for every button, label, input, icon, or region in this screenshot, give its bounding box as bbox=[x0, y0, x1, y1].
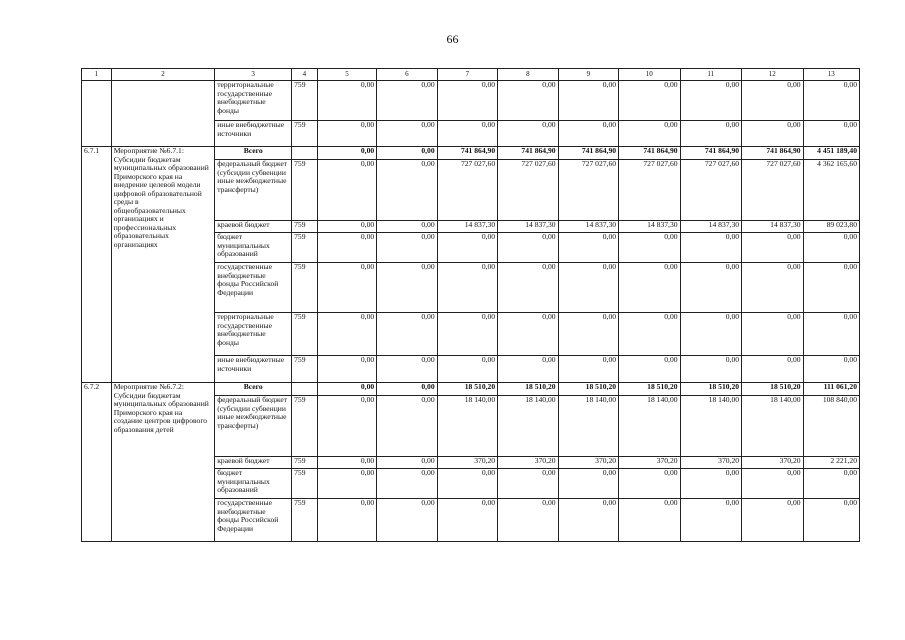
amount-cell: 89 023,80 bbox=[803, 221, 859, 233]
amount-cell: 0,00 bbox=[317, 233, 376, 263]
amount-cell: 727 027,60 bbox=[619, 160, 681, 221]
amount-cell: 0,00 bbox=[317, 121, 376, 147]
amount-cell: 0,00 bbox=[317, 81, 376, 121]
column-number-6: 6 bbox=[377, 69, 437, 81]
amount-cell: 0,00 bbox=[619, 81, 681, 121]
amount-cell: 2 221,20 bbox=[803, 457, 859, 469]
amount-cell: 0,00 bbox=[377, 396, 437, 457]
amount-cell: 0,00 bbox=[317, 499, 376, 542]
amount-cell: 0,00 bbox=[377, 121, 437, 147]
admin-code: 759 bbox=[292, 81, 318, 121]
admin-code: 759 bbox=[292, 469, 318, 499]
funding-source: бюджет муниципальных образований bbox=[215, 469, 292, 499]
total-row bbox=[82, 383, 860, 396]
amount-cell: 14 837,30 bbox=[558, 221, 618, 233]
funding-source: государственные внебюджетные фонды Российской Федерации bbox=[215, 263, 292, 313]
amount-cell: 18 510,20 bbox=[619, 383, 681, 396]
amount-cell: 0,00 bbox=[619, 469, 681, 499]
amount-cell: 0,00 bbox=[498, 469, 558, 499]
amount-cell: 0,00 bbox=[437, 81, 497, 121]
funding-source: территориальные государственные внебюджетные фонды bbox=[215, 81, 292, 121]
total-row bbox=[82, 147, 860, 160]
amount-cell: 0,00 bbox=[558, 233, 618, 263]
amount-cell: 4 362 165,60 bbox=[803, 160, 859, 221]
column-number-5: 5 bbox=[317, 69, 376, 81]
amount-cell: 0,00 bbox=[680, 233, 742, 263]
column-number-2: 2 bbox=[111, 69, 215, 81]
amount-cell: 0,00 bbox=[803, 121, 859, 147]
amount-cell: 741 864,90 bbox=[742, 147, 804, 160]
amount-cell: 741 864,90 bbox=[619, 147, 681, 160]
amount-cell: 0,00 bbox=[437, 233, 497, 263]
measure-index: 6.7.2 bbox=[82, 383, 112, 542]
amount-cell: 18 510,20 bbox=[558, 383, 618, 396]
amount-cell: 0,00 bbox=[803, 499, 859, 542]
amount-cell: 0,00 bbox=[317, 396, 376, 457]
admin-code bbox=[292, 383, 318, 396]
amount-cell: 0,00 bbox=[680, 313, 742, 356]
column-number-10: 10 bbox=[619, 69, 681, 81]
funding-source: Всего bbox=[215, 147, 292, 160]
amount-cell: 0,00 bbox=[498, 313, 558, 356]
amount-cell: 18 510,20 bbox=[498, 383, 558, 396]
amount-cell: 0,00 bbox=[619, 499, 681, 542]
amount-cell: 18 510,20 bbox=[742, 383, 804, 396]
amount-cell: 0,00 bbox=[437, 313, 497, 356]
amount-cell: 18 140,00 bbox=[680, 396, 742, 457]
amount-cell: 0,00 bbox=[498, 121, 558, 147]
column-number-11: 11 bbox=[680, 69, 742, 81]
amount-cell: 370,20 bbox=[619, 457, 681, 469]
admin-code bbox=[292, 147, 318, 160]
amount-cell: 0,00 bbox=[558, 313, 618, 356]
amount-cell: 741 864,90 bbox=[437, 147, 497, 160]
amount-cell: 18 510,20 bbox=[437, 383, 497, 396]
amount-cell: 0,00 bbox=[377, 221, 437, 233]
amount-cell: 0,00 bbox=[680, 121, 742, 147]
amount-cell: 0,00 bbox=[377, 469, 437, 499]
amount-cell: 741 864,90 bbox=[558, 147, 618, 160]
amount-cell: 0,00 bbox=[619, 313, 681, 356]
amount-cell: 0,00 bbox=[317, 160, 376, 221]
table-row bbox=[82, 81, 860, 121]
amount-cell: 14 837,30 bbox=[742, 221, 804, 233]
column-number-7: 7 bbox=[437, 69, 497, 81]
column-number-9: 9 bbox=[558, 69, 618, 81]
amount-cell: 0,00 bbox=[742, 121, 804, 147]
amount-cell: 18 140,00 bbox=[437, 396, 497, 457]
admin-code: 759 bbox=[292, 221, 318, 233]
amount-cell: 0,00 bbox=[742, 499, 804, 542]
page-number: 66 bbox=[446, 32, 459, 46]
funding-source: иные внебюджетные источники bbox=[215, 356, 292, 383]
amount-cell: 370,20 bbox=[498, 457, 558, 469]
amount-cell: 0,00 bbox=[317, 221, 376, 233]
amount-cell: 0,00 bbox=[377, 356, 437, 383]
amount-cell: 0,00 bbox=[377, 313, 437, 356]
column-number-3: 3 bbox=[215, 69, 292, 81]
amount-cell: 0,00 bbox=[803, 263, 859, 313]
amount-cell: 0,00 bbox=[680, 356, 742, 383]
amount-cell: 727 027,60 bbox=[498, 160, 558, 221]
amount-cell: 14 837,30 bbox=[498, 221, 558, 233]
amount-cell: 727 027,60 bbox=[437, 160, 497, 221]
amount-cell: 0,00 bbox=[558, 81, 618, 121]
amount-cell: 0,00 bbox=[742, 263, 804, 313]
amount-cell: 18 140,00 bbox=[498, 396, 558, 457]
amount-cell: 0,00 bbox=[317, 147, 376, 160]
amount-cell: 0,00 bbox=[498, 263, 558, 313]
amount-cell: 0,00 bbox=[619, 356, 681, 383]
amount-cell: 0,00 bbox=[742, 356, 804, 383]
amount-cell: 0,00 bbox=[437, 263, 497, 313]
table-body bbox=[82, 69, 860, 542]
amount-cell: 0,00 bbox=[680, 499, 742, 542]
amount-cell: 4 451 189,40 bbox=[803, 147, 859, 160]
amount-cell: 727 027,60 bbox=[742, 160, 804, 221]
amount-cell: 0,00 bbox=[619, 233, 681, 263]
admin-code: 759 bbox=[292, 160, 318, 221]
column-number-1: 1 bbox=[82, 69, 112, 81]
measure-index bbox=[82, 81, 112, 147]
amount-cell: 741 864,90 bbox=[498, 147, 558, 160]
measure-name: Мероприятие №6.7.2: Субсидии бюджетам муниципальных образований Приморского края на создание центров цифрового образования детей bbox=[111, 383, 215, 542]
admin-code: 759 bbox=[292, 121, 318, 147]
amount-cell: 0,00 bbox=[558, 263, 618, 313]
amount-cell: 0,00 bbox=[377, 233, 437, 263]
amount-cell: 0,00 bbox=[437, 469, 497, 499]
amount-cell: 0,00 bbox=[498, 499, 558, 542]
amount-cell: 370,20 bbox=[680, 457, 742, 469]
budget-table bbox=[81, 68, 860, 542]
amount-cell: 727 027,60 bbox=[680, 160, 742, 221]
amount-cell: 0,00 bbox=[803, 356, 859, 383]
column-number-12: 12 bbox=[742, 69, 804, 81]
funding-source: федеральный бюджет (субсидии субвенции иные межбюджетные трансферты) bbox=[215, 160, 292, 221]
amount-cell: 0,00 bbox=[619, 263, 681, 313]
amount-cell: 0,00 bbox=[317, 469, 376, 499]
funding-source: федеральный бюджет (субсидии субвенции иные межбюджетные трансферты) bbox=[215, 396, 292, 457]
amount-cell: 0,00 bbox=[498, 233, 558, 263]
funding-source: иные внебюджетные источники bbox=[215, 121, 292, 147]
amount-cell: 0,00 bbox=[742, 81, 804, 121]
measure-name bbox=[111, 81, 215, 147]
amount-cell: 0,00 bbox=[377, 160, 437, 221]
amount-cell: 14 837,30 bbox=[619, 221, 681, 233]
admin-code: 759 bbox=[292, 457, 318, 469]
amount-cell: 0,00 bbox=[498, 356, 558, 383]
amount-cell: 0,00 bbox=[498, 81, 558, 121]
amount-cell: 0,00 bbox=[803, 233, 859, 263]
amount-cell: 18 140,00 bbox=[619, 396, 681, 457]
admin-code: 759 bbox=[292, 233, 318, 263]
column-number-8: 8 bbox=[498, 69, 558, 81]
funding-source: территориальные государственные внебюджетные фонды bbox=[215, 313, 292, 356]
amount-cell: 370,20 bbox=[437, 457, 497, 469]
amount-cell: 111 061,20 bbox=[803, 383, 859, 396]
amount-cell: 0,00 bbox=[377, 457, 437, 469]
amount-cell: 0,00 bbox=[377, 383, 437, 396]
column-number-4: 4 bbox=[292, 69, 318, 81]
amount-cell: 0,00 bbox=[619, 121, 681, 147]
amount-cell: 0,00 bbox=[317, 263, 376, 313]
amount-cell: 0,00 bbox=[803, 313, 859, 356]
admin-code: 759 bbox=[292, 313, 318, 356]
amount-cell: 0,00 bbox=[377, 147, 437, 160]
amount-cell: 0,00 bbox=[742, 313, 804, 356]
amount-cell: 0,00 bbox=[742, 469, 804, 499]
amount-cell: 0,00 bbox=[558, 121, 618, 147]
amount-cell: 18 510,20 bbox=[680, 383, 742, 396]
amount-cell: 0,00 bbox=[558, 356, 618, 383]
amount-cell: 0,00 bbox=[377, 263, 437, 313]
funding-source: краевой бюджет bbox=[215, 457, 292, 469]
amount-cell: 0,00 bbox=[680, 263, 742, 313]
funding-source: Всего bbox=[215, 383, 292, 396]
column-number-13: 13 bbox=[803, 69, 859, 81]
measure-index: 6.7.1 bbox=[82, 147, 112, 383]
amount-cell: 108 840,00 bbox=[803, 396, 859, 457]
amount-cell: 0,00 bbox=[437, 499, 497, 542]
funding-source: бюджет муниципальных образований bbox=[215, 233, 292, 263]
amount-cell: 0,00 bbox=[317, 356, 376, 383]
amount-cell: 0,00 bbox=[558, 469, 618, 499]
admin-code: 759 bbox=[292, 356, 318, 383]
amount-cell: 0,00 bbox=[437, 356, 497, 383]
amount-cell: 0,00 bbox=[680, 81, 742, 121]
amount-cell: 18 140,00 bbox=[742, 396, 804, 457]
amount-cell: 370,20 bbox=[742, 457, 804, 469]
column-number-row bbox=[82, 69, 860, 81]
amount-cell: 727 027,60 bbox=[558, 160, 618, 221]
amount-cell: 0,00 bbox=[377, 81, 437, 121]
amount-cell: 370,20 bbox=[558, 457, 618, 469]
amount-cell: 14 837,30 bbox=[437, 221, 497, 233]
amount-cell: 14 837,30 bbox=[680, 221, 742, 233]
amount-cell: 0,00 bbox=[742, 233, 804, 263]
funding-source: государственные внебюджетные фонды Российской Федерации bbox=[215, 499, 292, 542]
amount-cell: 0,00 bbox=[317, 313, 376, 356]
amount-cell: 0,00 bbox=[317, 383, 376, 396]
amount-cell: 741 864,90 bbox=[680, 147, 742, 160]
amount-cell: 0,00 bbox=[377, 499, 437, 542]
admin-code: 759 bbox=[292, 263, 318, 313]
funding-source: краевой бюджет bbox=[215, 221, 292, 233]
amount-cell: 0,00 bbox=[317, 457, 376, 469]
amount-cell: 0,00 bbox=[437, 121, 497, 147]
amount-cell: 0,00 bbox=[680, 469, 742, 499]
admin-code: 759 bbox=[292, 499, 318, 542]
amount-cell: 0,00 bbox=[803, 469, 859, 499]
admin-code: 759 bbox=[292, 396, 318, 457]
amount-cell: 0,00 bbox=[558, 499, 618, 542]
measure-name: Мероприятие №6.7.1: Субсидии бюджетам муниципальных образований Приморского края на внедрение целевой модели цифровой образовательной среды в общеобразовательных организациях и профессиональных образовательных организациях bbox=[111, 147, 215, 383]
amount-cell: 0,00 bbox=[803, 81, 859, 121]
amount-cell: 18 140,00 bbox=[558, 396, 618, 457]
